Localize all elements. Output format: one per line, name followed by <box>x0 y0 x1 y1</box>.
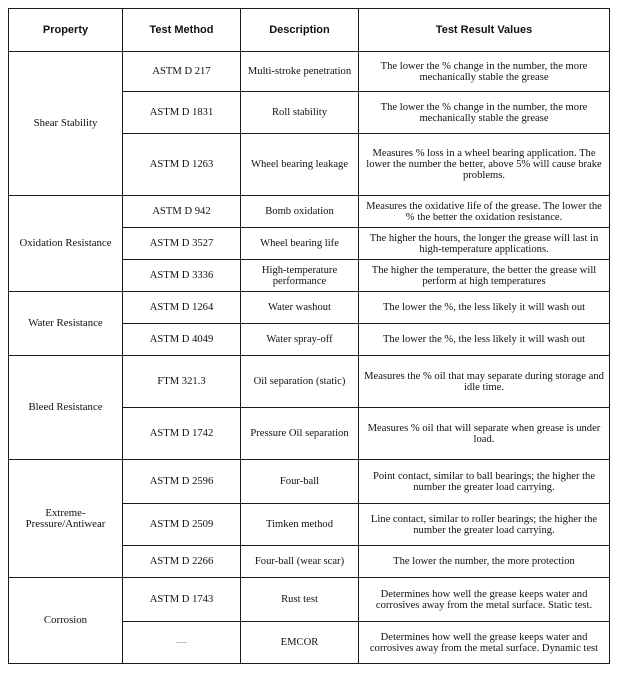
description-cell: Water spray-off <box>241 324 359 356</box>
table-row <box>9 356 610 408</box>
table-row <box>9 460 610 504</box>
test-method-cell: ASTM D 4049 <box>123 324 241 356</box>
table-row <box>9 52 610 92</box>
test-method-cell: FTM 321.3 <box>123 356 241 408</box>
description-cell: Water washout <box>241 292 359 324</box>
description-cell: Pressure Oil separation <box>241 408 359 460</box>
table-row <box>9 196 610 228</box>
test-result-cell: Determines how well the grease keeps water and corrosives away from the metal surface. Dynamic test <box>359 622 610 664</box>
header-row <box>9 9 610 52</box>
test-result-cell: The higher the hours, the longer the grease will last in high-temperature applications. <box>359 228 610 260</box>
test-result-cell: Measures % oil that will separate when grease is under load. <box>359 408 610 460</box>
test-result-cell: The lower the number, the more protection <box>359 546 610 578</box>
test-result-cell: Line contact, similar to roller bearings; the higher the number the greater load carrying. <box>359 504 610 546</box>
test-method-cell: ASTM D 2266 <box>123 546 241 578</box>
test-result-cell: Point contact, similar to ball bearings; the higher the number the greater load carrying. <box>359 460 610 504</box>
test-method-cell: ASTM D 942 <box>123 196 241 228</box>
test-method-cell: ASTM D 1263 <box>123 134 241 196</box>
header-description: Description <box>241 9 359 52</box>
description-cell: Bomb oxidation <box>241 196 359 228</box>
property-cell: Corrosion <box>9 578 123 664</box>
description-cell: Oil separation (static) <box>241 356 359 408</box>
test-result-cell: The lower the %, the less likely it will wash out <box>359 324 610 356</box>
test-result-cell: The lower the % change in the number, the more mechanically stable the grease <box>359 92 610 134</box>
test-result-cell: Measures % loss in a wheel bearing application. The lower the number the better, above 5% will cause brake problems. <box>359 134 610 196</box>
description-cell: High-temperature performance <box>241 260 359 292</box>
test-result-cell: Measures the % oil that may separate during storage and idle time. <box>359 356 610 408</box>
table-body <box>9 52 610 664</box>
description-cell: Wheel bearing leakage <box>241 134 359 196</box>
property-cell: Bleed Resistance <box>9 356 123 460</box>
test-method-cell: ASTM D 2509 <box>123 504 241 546</box>
test-method-cell: ASTM D 1831 <box>123 92 241 134</box>
property-cell: Shear Stability <box>9 52 123 196</box>
test-method-cell: ASTM D 2596 <box>123 460 241 504</box>
test-result-cell: The lower the %, the less likely it will wash out <box>359 292 610 324</box>
test-method-cell: ASTM D 1264 <box>123 292 241 324</box>
test-method-cell: ASTM D 3527 <box>123 228 241 260</box>
description-cell: Rust test <box>241 578 359 622</box>
property-cell: Oxidation Resistance <box>9 196 123 292</box>
grease-test-methods-table <box>8 8 610 664</box>
description-cell: EMCOR <box>241 622 359 664</box>
test-method-cell: ASTM D 3336 <box>123 260 241 292</box>
header-property: Property <box>9 9 123 52</box>
table-row <box>9 578 610 622</box>
test-result-cell: Determines how well the grease keeps water and corrosives away from the metal surface. Static test. <box>359 578 610 622</box>
header-test-result-values: Test Result Values <box>359 9 610 52</box>
test-result-cell: The higher the temperature, the better the grease will perform at high temperatures <box>359 260 610 292</box>
table-row <box>9 292 610 324</box>
test-method-cell: ASTM D 1743 <box>123 578 241 622</box>
description-cell: Multi-stroke penetration <box>241 52 359 92</box>
test-method-cell: — <box>123 622 241 664</box>
description-cell: Roll stability <box>241 92 359 134</box>
test-method-cell: ASTM D 1742 <box>123 408 241 460</box>
header-test-method: Test Method <box>123 9 241 52</box>
description-cell: Timken method <box>241 504 359 546</box>
test-result-cell: Measures the oxidative life of the grease. The lower the % the better the oxidation resistance. <box>359 196 610 228</box>
test-method-cell: ASTM D 217 <box>123 52 241 92</box>
property-cell: Water Resistance <box>9 292 123 356</box>
description-cell: Wheel bearing life <box>241 228 359 260</box>
description-cell: Four-ball (wear scar) <box>241 546 359 578</box>
test-result-cell: The lower the % change in the number, the more mechanically stable the grease <box>359 52 610 92</box>
description-cell: Four-ball <box>241 460 359 504</box>
property-cell: Extreme-Pressure/Antiwear <box>9 460 123 578</box>
